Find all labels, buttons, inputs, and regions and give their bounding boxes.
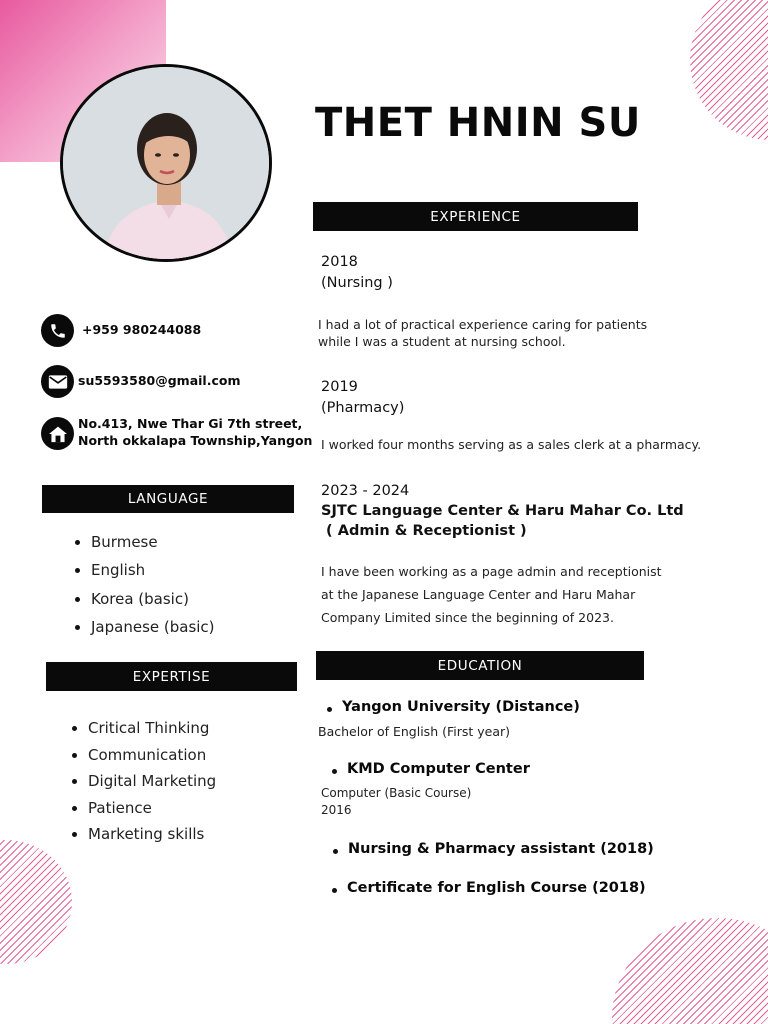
address — [78, 415, 312, 449]
language-list — [91, 531, 215, 644]
list-item: Burmese — [91, 531, 215, 559]
envelope-icon — [41, 365, 74, 398]
section-header-education: EDUCATION — [316, 651, 644, 680]
phone-number: +959 980244088 — [82, 322, 202, 337]
list-item: Japanese (basic) — [91, 616, 215, 644]
list-item: Digital Marketing — [88, 770, 216, 797]
list-item: English — [91, 559, 215, 587]
list-item: Communication — [88, 744, 216, 771]
education-title: Nursing & Pharmacy assistant (2018) — [348, 841, 654, 857]
education-detail: Bachelor of English (First year) — [318, 724, 511, 739]
education-title: Certificate for English Course (2018) — [347, 880, 646, 896]
decorative-hatched-circle-bottom-left — [0, 840, 72, 964]
experience-description — [321, 437, 701, 452]
section-header-language: LANGUAGE — [42, 485, 294, 513]
list-item: Critical Thinking — [88, 717, 216, 744]
experience-role: (Nursing ) — [321, 275, 393, 291]
phone-icon — [41, 314, 74, 347]
experience-description — [318, 316, 647, 350]
experience-role: ( Admin & Receptionist ) — [321, 523, 527, 539]
person-portrait-icon — [63, 67, 272, 262]
description-line: Company Limited since the beginning of 2023. — [321, 610, 614, 625]
education-title: Yangon University (Distance) — [342, 699, 580, 715]
address-line-1: No.413, Nwe Thar Gi 7th street, — [78, 416, 303, 431]
decorative-hatched-circle-top-right — [690, 0, 768, 140]
experience-year: 2018 — [321, 254, 358, 270]
home-icon — [41, 417, 74, 450]
experience-role: (Pharmacy) — [321, 400, 405, 416]
section-header-expertise: EXPERTISE — [46, 662, 297, 691]
profile-photo — [60, 64, 272, 262]
email-address: su5593580@gmail.com — [78, 373, 241, 388]
education-detail: Computer (Basic Course) — [321, 786, 472, 800]
description-line: while I was a student at nursing school. — [318, 334, 566, 349]
description-line: I had a lot of practical experience caring for patients — [318, 317, 648, 332]
description-line: I have been working as a page admin and receptionist — [321, 564, 662, 579]
list-item: Korea (basic) — [91, 588, 215, 616]
decorative-hatched-circle-bottom-right — [612, 918, 768, 1024]
education-title: KMD Computer Center — [347, 761, 530, 777]
experience-year: 2019 — [321, 379, 358, 395]
list-item: Marketing skills — [88, 823, 216, 850]
description-line: at the Japanese Language Center and Haru Mahar — [321, 587, 636, 602]
candidate-name: THET HNIN SU — [315, 100, 641, 146]
description-line: I worked four months serving as a sales clerk at a pharmacy. — [321, 437, 702, 452]
expertise-list — [88, 717, 216, 850]
experience-company: SJTC Language Center & Haru Mahar Co. Ltd — [321, 503, 684, 519]
experience-year: 2023 - 2024 — [321, 483, 410, 499]
experience-description — [321, 560, 662, 629]
address-line-2: North okkalapa Township,Yangon — [78, 433, 313, 448]
section-header-experience: EXPERIENCE — [313, 202, 638, 231]
education-year: 2016 — [321, 803, 352, 817]
list-item: Patience — [88, 797, 216, 824]
